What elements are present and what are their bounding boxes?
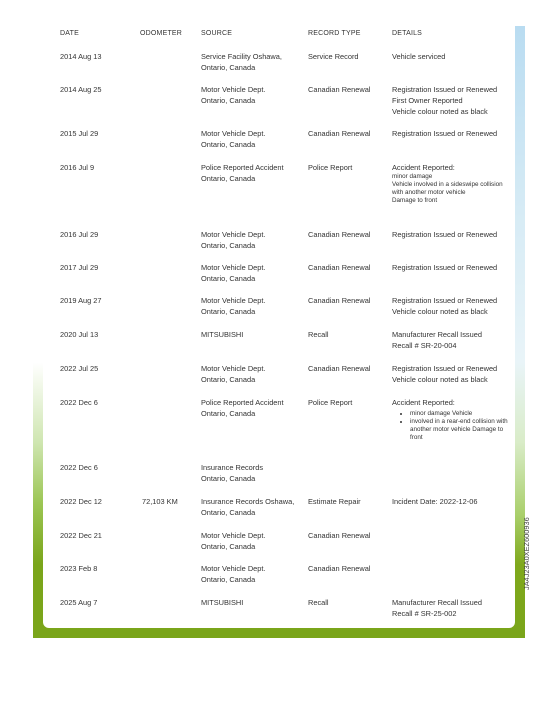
vin-number: JA4J23A0XEZ600936 [522,517,531,590]
cell-details: Registration Issued or Renewed [392,230,498,239]
detail-bullet: • involved in a rear-end collision with another motor vehicle Damage to front [410,418,512,442]
cell-details: Registration Issued or Renewed [392,263,498,272]
cell-date: 2023 Feb 8 [60,564,98,573]
cell-date: 2022 Dec 12 [60,497,102,506]
cell-type: Police Report [308,163,353,172]
cell-details: Registration Issued or Renewed Vehicle colour noted as black [392,296,498,316]
cell-type: Recall [308,330,329,339]
detail-line: Damage to front [392,197,438,204]
cell-type: Canadian Renewal [308,364,371,373]
cell-type: Canadian Renewal [308,129,371,138]
cell-date: 2016 Jul 29 [60,230,99,239]
cell-date: 2015 Jul 29 [60,129,99,138]
detail-line: minor damage [392,173,433,180]
cell-odometer: 72,103 KM [142,497,178,506]
cell-type: Recall [308,598,329,607]
cell-date: 2022 Dec 6 [60,398,98,407]
detail-bullet-list [392,410,512,442]
cell-details: Registration Issued or Renewed [392,129,498,138]
cell-date: 2014 Aug 13 [60,52,102,61]
cell-source: Motor Vehicle Dept. Ontario, Canada [201,85,266,105]
cell-date: 2022 Dec 21 [60,531,102,540]
cell-source: Motor Vehicle Dept. Ontario, Canada [201,564,266,584]
cell-source: Motor Vehicle Dept. Ontario, Canada [201,129,266,149]
cell-type: Canadian Renewal [308,296,371,305]
cell-source: Service Facility Oshawa, Ontario, Canada [201,52,282,72]
detail-bullet: • minor damage Vehicle [410,410,512,418]
cell-source: Insurance Records Ontario, Canada [201,463,264,483]
header-date: DATE [60,30,79,37]
cell-details: Manufacturer Recall Issued Recall # SR-25-002 [392,598,482,618]
header-odometer: ODOMETER [140,30,183,37]
cell-type: Canadian Renewal [308,230,371,239]
cell-details: Registration Issued or Renewed First Owner Reported Vehicle colour noted as black [392,85,498,116]
cell-details: Registration Issued or Renewed Vehicle colour noted as black [392,364,498,384]
cell-source: MITSUBISHI [201,598,244,607]
cell-source: Motor Vehicle Dept. Ontario, Canada [201,531,266,551]
cell-date: 2022 Jul 25 [60,364,99,373]
cell-details: Accident Reported: • minor damage Vehicle • involved in a rear-end collision with another motor vehicle Damage to front [392,397,512,442]
header-details: DETAILS [392,30,423,37]
header-record-type: RECORD TYPE [308,30,361,37]
cell-source: MITSUBISHI [201,330,244,339]
detail-line: Vehicle involved in a sideswipe collision [392,181,503,188]
cell-date: 2019 Aug 27 [60,296,102,305]
cell-source: Motor Vehicle Dept. Ontario, Canada [201,230,266,250]
cell-date: 2020 Jul 13 [60,330,99,339]
cell-type: Canadian Renewal [308,564,371,573]
cell-type: Canadian Renewal [308,531,371,540]
cell-source: Motor Vehicle Dept. Ontario, Canada [201,296,266,316]
cell-details: Accident Reported: minor damage Vehicle involved in a sideswipe collision with another motor vehicle Damage to front [392,162,512,205]
cell-details: Vehicle serviced [392,52,446,61]
cell-details: Incident Date: 2022-12-06 [392,497,478,506]
cell-details: Manufacturer Recall Issued Recall # SR-20-004 [392,330,482,350]
cell-source: Motor Vehicle Dept. Ontario, Canada [201,364,266,384]
detail-line: with another motor vehicle [392,189,466,196]
cell-date: 2016 Jul 9 [60,163,95,172]
cell-date: 2022 Dec 6 [60,463,98,472]
cell-source: Insurance Records Oshawa, Ontario, Canada [201,497,295,517]
cell-type: Police Report [308,398,353,407]
cell-date: 2017 Jul 29 [60,263,99,272]
decorative-gradient-band-left [33,26,43,638]
cell-source: Motor Vehicle Dept. Ontario, Canada [201,263,266,283]
cell-source: Police Reported Accident Ontario, Canada [201,163,284,183]
cell-type: Canadian Renewal [308,263,371,272]
cell-type: Estimate Repair [308,497,361,506]
cell-source: Police Reported Accident Ontario, Canada [201,398,284,418]
cell-type: Canadian Renewal [308,85,371,94]
cell-date: 2025 Aug 7 [60,598,98,607]
cell-date: 2014 Aug 25 [60,85,102,94]
cell-type: Service Record [308,52,359,61]
header-source: SOURCE [201,30,233,37]
